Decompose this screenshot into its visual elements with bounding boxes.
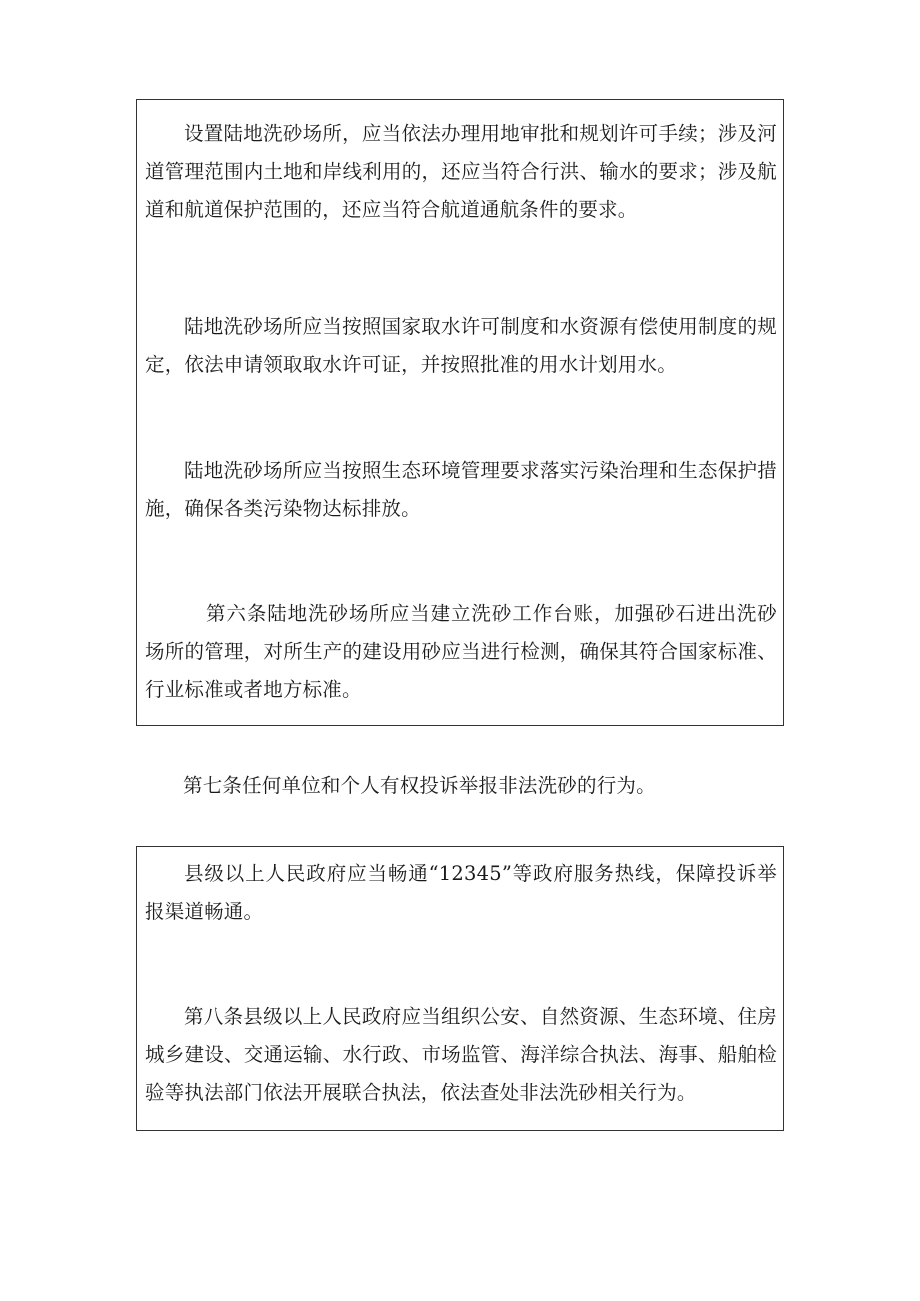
text-box-upper xyxy=(136,99,784,726)
paragraph-article-6: 第六条陆地洗砂场所应当建立洗砂工作台账，加强砂石进出洗砂场所的管理，对所生产的建设用砂应当进行检测，确保其符合国家标准、行业标准或者地方标准。 xyxy=(145,602,777,701)
paragraph-pollution-control: 陆地洗砂场所应当按照生态环境管理要求落实污染治理和生态保护措施，确保各类污染物达标排放。 xyxy=(145,459,777,520)
paragraph-hotline: 县级以上人民政府应当畅通“12345”等政府服务热线，保障投诉举报渠道畅通。 xyxy=(145,862,777,923)
paragraph-water-permit: 陆地洗砂场所应当按照国家取水许可制度和水资源有偿使用制度的规定，依法申请领取取水许可证，并按照批准的用水计划用水。 xyxy=(145,315,777,376)
paragraph-article-7: 第七条任何单位和个人有权投诉举报非法洗砂的行为。 xyxy=(183,774,656,797)
text-box-lower xyxy=(136,846,784,1131)
paragraph-land-approval: 设置陆地洗砂场所，应当依法办理用地审批和规划许可手续；涉及河道管理范围内土地和岸线利用的，还应当符合行洪、输水的要求；涉及航道和航道保护范围的，还应当符合航道通航条件的要求。 xyxy=(145,122,777,221)
paragraph-article-8: 第八条县级以上人民政府应当组织公安、自然资源、生态环境、住房城乡建设、交通运输、水行政、市场监管、海洋综合执法、海事、船舶检验等执法部门依法开展联合执法，依法查处非法洗砂相关行为。 xyxy=(145,1005,777,1104)
